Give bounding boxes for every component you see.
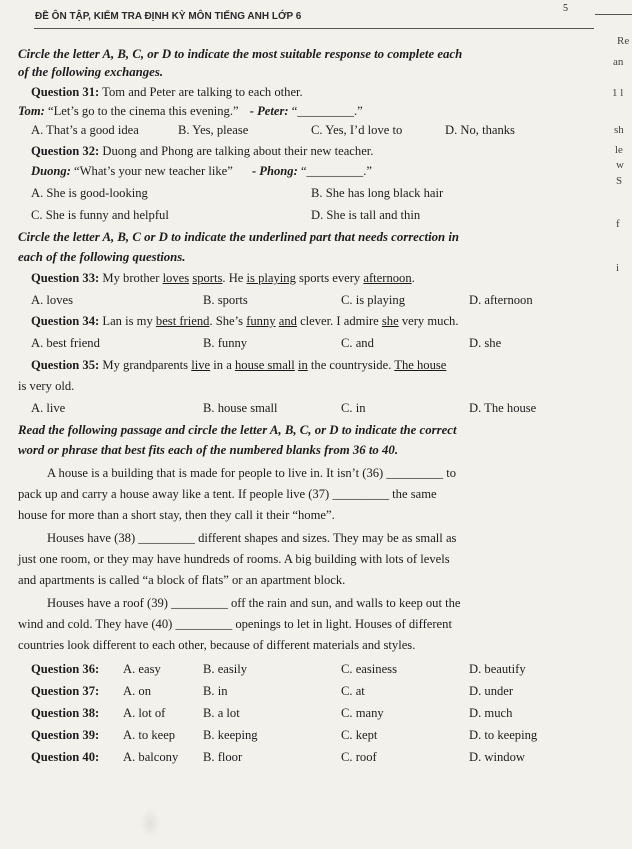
passage-line: pack up and carry a house away like a tent. If people live (37) _________ the same bbox=[18, 487, 437, 501]
option-a[interactable]: A. on bbox=[123, 684, 151, 698]
option-a[interactable]: A. lot of bbox=[123, 706, 166, 720]
option-d[interactable]: D. she bbox=[469, 336, 502, 350]
question-label: Question 32: bbox=[31, 144, 100, 158]
option-b[interactable]: B. She has long black hair bbox=[311, 186, 444, 200]
question-38-label: Question 38: bbox=[31, 706, 100, 720]
option-c[interactable]: C. in bbox=[341, 401, 366, 415]
text-part: sports every bbox=[295, 271, 364, 285]
text-part: . She’s bbox=[209, 314, 247, 328]
option-d[interactable]: D. window bbox=[469, 750, 525, 764]
text-part: My grandparents bbox=[102, 358, 192, 372]
option-c[interactable]: C. and bbox=[341, 336, 374, 350]
option-c[interactable]: C. roof bbox=[341, 750, 377, 764]
dialogue-line: “What’s your new teacher like” bbox=[74, 164, 233, 178]
underlined-part-d: she bbox=[381, 314, 399, 328]
question-31-dialogue bbox=[18, 105, 363, 118]
margin-fragment: w bbox=[616, 159, 624, 171]
instruction-section2-line2: each of the following questions. bbox=[18, 250, 186, 264]
option-c[interactable]: C. at bbox=[341, 684, 365, 698]
underlined-part-c: and bbox=[278, 314, 297, 328]
underlined-part-b: funny bbox=[246, 314, 276, 328]
option-a[interactable]: A. easy bbox=[123, 662, 161, 676]
question-37-label: Question 37: bbox=[31, 684, 100, 698]
page-number: 5 bbox=[563, 3, 568, 14]
option-c[interactable]: C. is playing bbox=[341, 293, 406, 307]
option-b[interactable]: B. keeping bbox=[203, 728, 258, 742]
speaker-duong: Duong: bbox=[31, 164, 71, 178]
question-label: Question 31: bbox=[31, 85, 100, 99]
question-label: Question 35: bbox=[31, 358, 100, 372]
option-b[interactable]: B. sports bbox=[203, 293, 248, 307]
passage-line: wind and cold. They have (40) _________ openings to let in light. Houses of different bbox=[18, 617, 452, 631]
option-a[interactable]: A. balcony bbox=[123, 750, 179, 764]
question-text: Tom and Peter are talking to each other. bbox=[102, 85, 303, 99]
margin-fragment: le bbox=[615, 144, 623, 156]
question-text: Duong and Phong are talking about their new teacher. bbox=[102, 144, 374, 158]
option-d[interactable]: D. She is tall and thin bbox=[311, 208, 421, 222]
dialogue-line: “Let’s go to the cinema this evening.” bbox=[47, 104, 239, 118]
underlined-part-a: loves bbox=[162, 271, 190, 285]
margin-fragment: Re bbox=[617, 35, 630, 47]
text-part: the countryside. bbox=[307, 358, 395, 372]
question-35-continuation: is very old. bbox=[18, 379, 75, 393]
speaker-peter: - Peter: bbox=[249, 104, 289, 118]
margin-fragment: i bbox=[616, 262, 620, 274]
text-part: in a bbox=[210, 358, 235, 372]
option-b[interactable]: B. easily bbox=[203, 662, 248, 676]
option-d[interactable]: D. No, thanks bbox=[445, 123, 515, 137]
option-b[interactable]: B. a lot bbox=[203, 706, 240, 720]
option-b[interactable]: B. Yes, please bbox=[178, 123, 249, 137]
option-d[interactable]: D. beautify bbox=[469, 662, 526, 676]
option-c[interactable]: C. kept bbox=[341, 728, 378, 742]
option-a[interactable]: A. loves bbox=[31, 293, 73, 307]
option-a[interactable]: A. to keep bbox=[123, 728, 176, 742]
question-33-sentence bbox=[31, 272, 415, 285]
text-part: My brother bbox=[102, 271, 163, 285]
margin-fragment: f bbox=[616, 218, 620, 230]
passage-line: just one room, or they may have hundreds of rooms. A big building with lots of levels bbox=[18, 552, 450, 566]
option-d[interactable]: D. under bbox=[469, 684, 514, 698]
text-part: . He bbox=[222, 271, 247, 285]
underlined-part-a: best friend bbox=[155, 314, 210, 328]
underlined-part-b: sports bbox=[192, 271, 223, 285]
underlined-part-d: The house bbox=[394, 358, 447, 372]
passage-line: countries look different to each other, because of different materials and styles. bbox=[18, 638, 416, 652]
answer-blank: “_________.” bbox=[291, 104, 363, 118]
header-rule bbox=[34, 28, 594, 29]
passage-line: and apartments is called “a block of flats” or an apartment block. bbox=[18, 573, 346, 587]
question-31-prompt bbox=[31, 86, 303, 99]
option-d[interactable]: D. afternoon bbox=[469, 293, 533, 307]
text-part: Lan is my bbox=[102, 314, 156, 328]
question-label: Question 33: bbox=[31, 271, 100, 285]
speaker-phong: - Phong: bbox=[251, 164, 298, 178]
option-a[interactable]: A. best friend bbox=[31, 336, 100, 350]
passage-line: house for more than a short stay, then they call it their “home”. bbox=[18, 508, 335, 522]
option-a[interactable]: A. She is good-looking bbox=[31, 186, 148, 200]
option-d[interactable]: D. to keeping bbox=[469, 728, 538, 742]
question-40-label: Question 40: bbox=[31, 750, 100, 764]
underlined-part-c: in bbox=[297, 358, 308, 372]
option-b[interactable]: B. funny bbox=[203, 336, 248, 350]
option-a[interactable]: A. live bbox=[31, 401, 66, 415]
margin-fragment: S bbox=[616, 175, 623, 187]
instruction-section2-line1: Circle the letter A, B, C or D to indicate the underlined part that needs correction in bbox=[18, 230, 460, 244]
paper-smudge bbox=[140, 808, 160, 838]
underlined-part-a: live bbox=[191, 358, 211, 372]
page-title: ĐỀ ÔN TẬP, KIỂM TRA ĐỊNH KỲ MÔN TIẾNG ANH LỚP 6 bbox=[35, 11, 302, 22]
option-b[interactable]: B. floor bbox=[203, 750, 243, 764]
question-34-sentence bbox=[31, 315, 459, 328]
instruction-section3-line2: word or phrase that best fits each of the numbered blanks from 36 to 40. bbox=[18, 443, 399, 457]
option-a[interactable]: A. That’s a good idea bbox=[31, 123, 139, 137]
underlined-part-d: afternoon bbox=[363, 271, 412, 285]
margin-fragment: sh bbox=[614, 124, 624, 136]
option-c[interactable]: C. easiness bbox=[341, 662, 397, 676]
underlined-part-c: is playing bbox=[246, 271, 296, 285]
option-b[interactable]: B. in bbox=[203, 684, 228, 698]
instruction-section1-line2: of the following exchanges. bbox=[18, 65, 164, 79]
option-c[interactable]: C. Yes, I’d love to bbox=[311, 123, 403, 137]
question-39-label: Question 39: bbox=[31, 728, 100, 742]
option-c[interactable]: C. many bbox=[341, 706, 384, 720]
speaker-tom: Tom: bbox=[18, 104, 45, 118]
passage-line: Houses have a roof (39) _________ off the rain and sun, and walls to keep out the bbox=[47, 596, 461, 610]
option-d[interactable]: D. much bbox=[469, 706, 513, 720]
question-36-label: Question 36: bbox=[31, 662, 100, 676]
underlined-part-b: house small bbox=[234, 358, 295, 372]
passage-line: A house is a building that is made for people to live in. It isn’t (36) _________ to bbox=[47, 466, 457, 480]
text-part: . bbox=[411, 271, 415, 285]
answer-blank: “_________.” bbox=[300, 164, 372, 178]
text-part: clever. I admire bbox=[296, 314, 382, 328]
passage-line: Houses have (38) _________ different shapes and sizes. They may be as small as bbox=[47, 531, 457, 545]
corner-rule bbox=[595, 14, 632, 15]
question-32-dialogue bbox=[31, 165, 372, 178]
question-32-prompt bbox=[31, 145, 373, 158]
text-part: very much. bbox=[398, 314, 459, 328]
option-c[interactable]: C. She is funny and helpful bbox=[31, 208, 169, 222]
option-d[interactable]: D. The house bbox=[469, 401, 537, 415]
option-b[interactable]: B. house small bbox=[203, 401, 278, 415]
margin-fragment: 1 l bbox=[612, 87, 624, 99]
question-label: Question 34: bbox=[31, 314, 100, 328]
instruction-section3-line1: Read the following passage and circle the letter A, B, C, or D to indicate the correct bbox=[18, 423, 457, 437]
margin-fragment: an bbox=[613, 56, 624, 68]
instruction-section1-line1: Circle the letter A, B, C, or D to indicate the most suitable response to complete each bbox=[18, 47, 463, 61]
question-35-sentence bbox=[31, 359, 446, 372]
